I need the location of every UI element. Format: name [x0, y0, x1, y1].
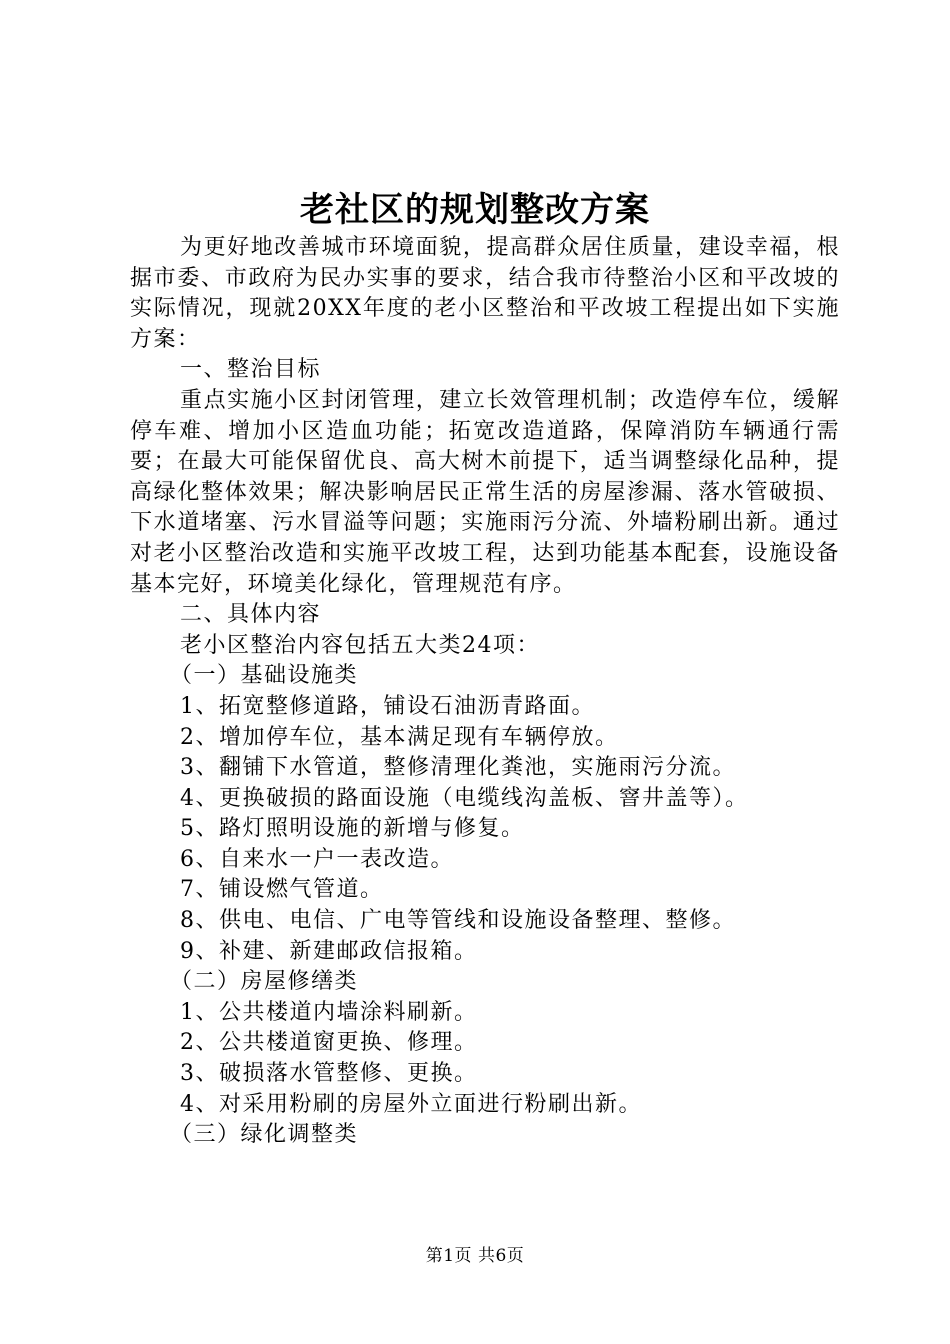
list-item: 4、对采用粉刷的房屋外立面进行粉刷出新。: [180, 1091, 642, 1117]
section-heading-goals: 一、整治目标: [180, 357, 322, 383]
content-intro: 老小区整治内容包括五大类24项：: [180, 632, 540, 658]
list-item: 1、公共楼道内墙涂料刷新。: [180, 999, 478, 1025]
category-heading-housing: （二）房屋修缮类: [170, 969, 359, 995]
list-item: 8、供电、电信、广电等管线和设施设备整理、整修。: [180, 908, 736, 934]
document-body: [130, 233, 840, 1151]
list-item: 2、公共楼道窗更换、修理。: [180, 1030, 478, 1056]
section-heading-content: 二、具体内容: [180, 602, 322, 628]
list-item: 7、铺设燃气管道。: [180, 877, 384, 903]
list-item: 6、自来水一户一表改造。: [180, 846, 454, 872]
list-item: 4、更换破损的路面设施（电缆线沟盖板、窨井盖等）。: [180, 785, 749, 811]
list-item: 1、拓宽整修道路，铺设石油沥青路面。: [180, 693, 595, 719]
list-item: 2、增加停车位，基本满足现有车辆停放。: [180, 724, 619, 750]
list-item: 5、路灯照明设施的新增与修复。: [180, 816, 525, 842]
intro-paragraph: 为更好地改善城市环境面貌，提高群众居住质量，建设幸福，根据市委、市政府为民办实事的要求，结合我市待整治小区和平改坡的实际情况，现就20XX年度的老小区整治和平改坡工程提出如下实施方案：: [130, 235, 840, 352]
list-item: 3、翻铺下水管道，整修清理化粪池，实施雨污分流。: [180, 755, 736, 781]
page-number-footer: 第1页 共6页: [425, 1246, 525, 1266]
document-title: 老社区的规划整改方案: [300, 190, 650, 230]
category-heading-greening: （三）绿化调整类: [170, 1122, 359, 1148]
category-heading-infrastructure: （一）基础设施类: [170, 663, 359, 689]
list-item: 3、破损落水管整修、更换。: [180, 1061, 478, 1087]
goals-paragraph: 重点实施小区封闭管理，建立长效管理机制；改造停车位，缓解停车难、增加小区造血功能；拓宽改造道路，保障消防车辆通行需要；在最大可能保留优良、高大树木前提下，适当调整绿化品种，提高绿化整体效果；解决影响居民正常生活的房屋渗漏、落水管破损、下水道堵塞、污水冒溢等问题；实施雨污分流、外墙粉刷出新。通过对老小区整治改造和实施平改坡工程，达到功能基本配套，设施设备基本完好，环境美化绿化，管理规范有序。: [130, 387, 840, 597]
list-item: 9、补建、新建邮政信报箱。: [180, 938, 478, 964]
